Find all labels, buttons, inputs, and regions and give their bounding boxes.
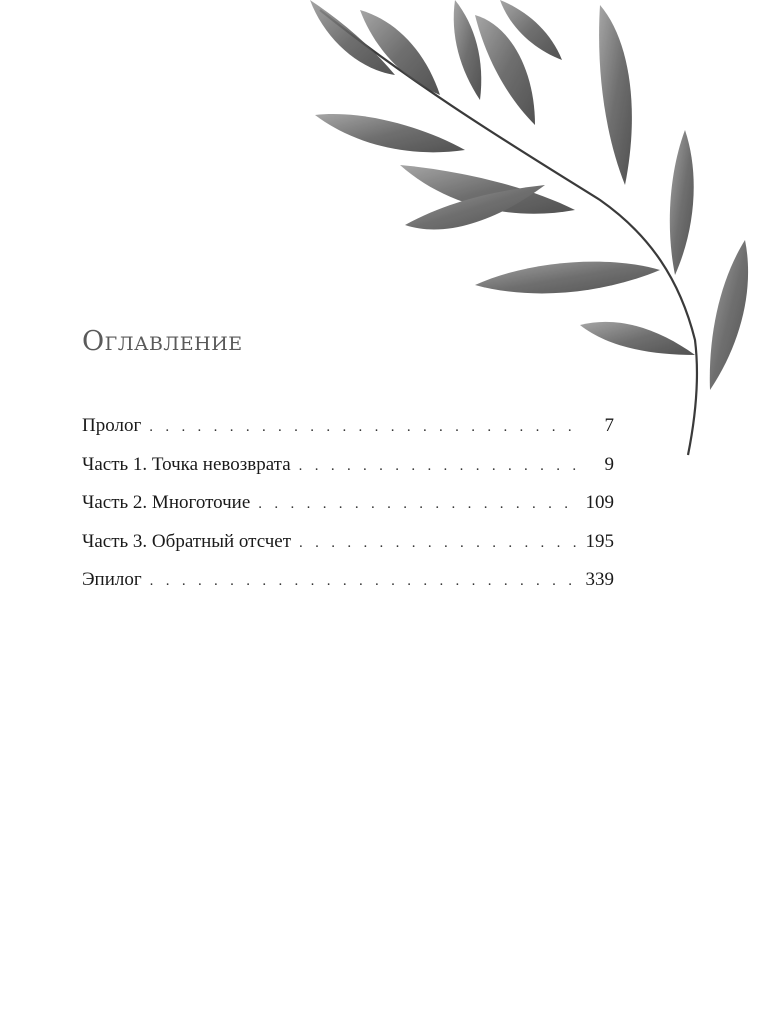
toc-leader-dots bbox=[149, 413, 578, 441]
toc-entry-label: Часть 2. Многоточие bbox=[82, 492, 251, 513]
toc-entry[interactable] bbox=[82, 566, 614, 605]
toc-entry-label: Пролог bbox=[82, 415, 142, 436]
toc-entry-label: Эпилог bbox=[82, 569, 142, 590]
toc-entry-page: 9 bbox=[604, 453, 614, 475]
leaf-branch-icon bbox=[300, 0, 760, 460]
toc-entry-label: Часть 3. Обратный отсчет bbox=[82, 530, 292, 552]
toc-entry[interactable] bbox=[82, 451, 614, 490]
toc-entry[interactable] bbox=[82, 412, 614, 451]
toc-entry-page: 195 bbox=[585, 530, 614, 552]
table-of-contents bbox=[82, 412, 614, 605]
toc-leader-dots bbox=[150, 567, 578, 595]
toc-entry-page: 109 bbox=[585, 492, 614, 513]
toc-leader-dots bbox=[299, 529, 578, 557]
toc-leader-dots bbox=[258, 490, 578, 518]
toc-entry-label: Часть 1. Точка невозврата bbox=[82, 453, 291, 475]
toc-entry[interactable] bbox=[82, 489, 614, 528]
toc-entry-page: 7 bbox=[604, 415, 614, 436]
page-title: Оглавление bbox=[82, 326, 243, 357]
toc-entry-page: 339 bbox=[585, 569, 614, 590]
toc-entry[interactable] bbox=[82, 528, 614, 567]
toc-leader-dots bbox=[299, 452, 578, 480]
